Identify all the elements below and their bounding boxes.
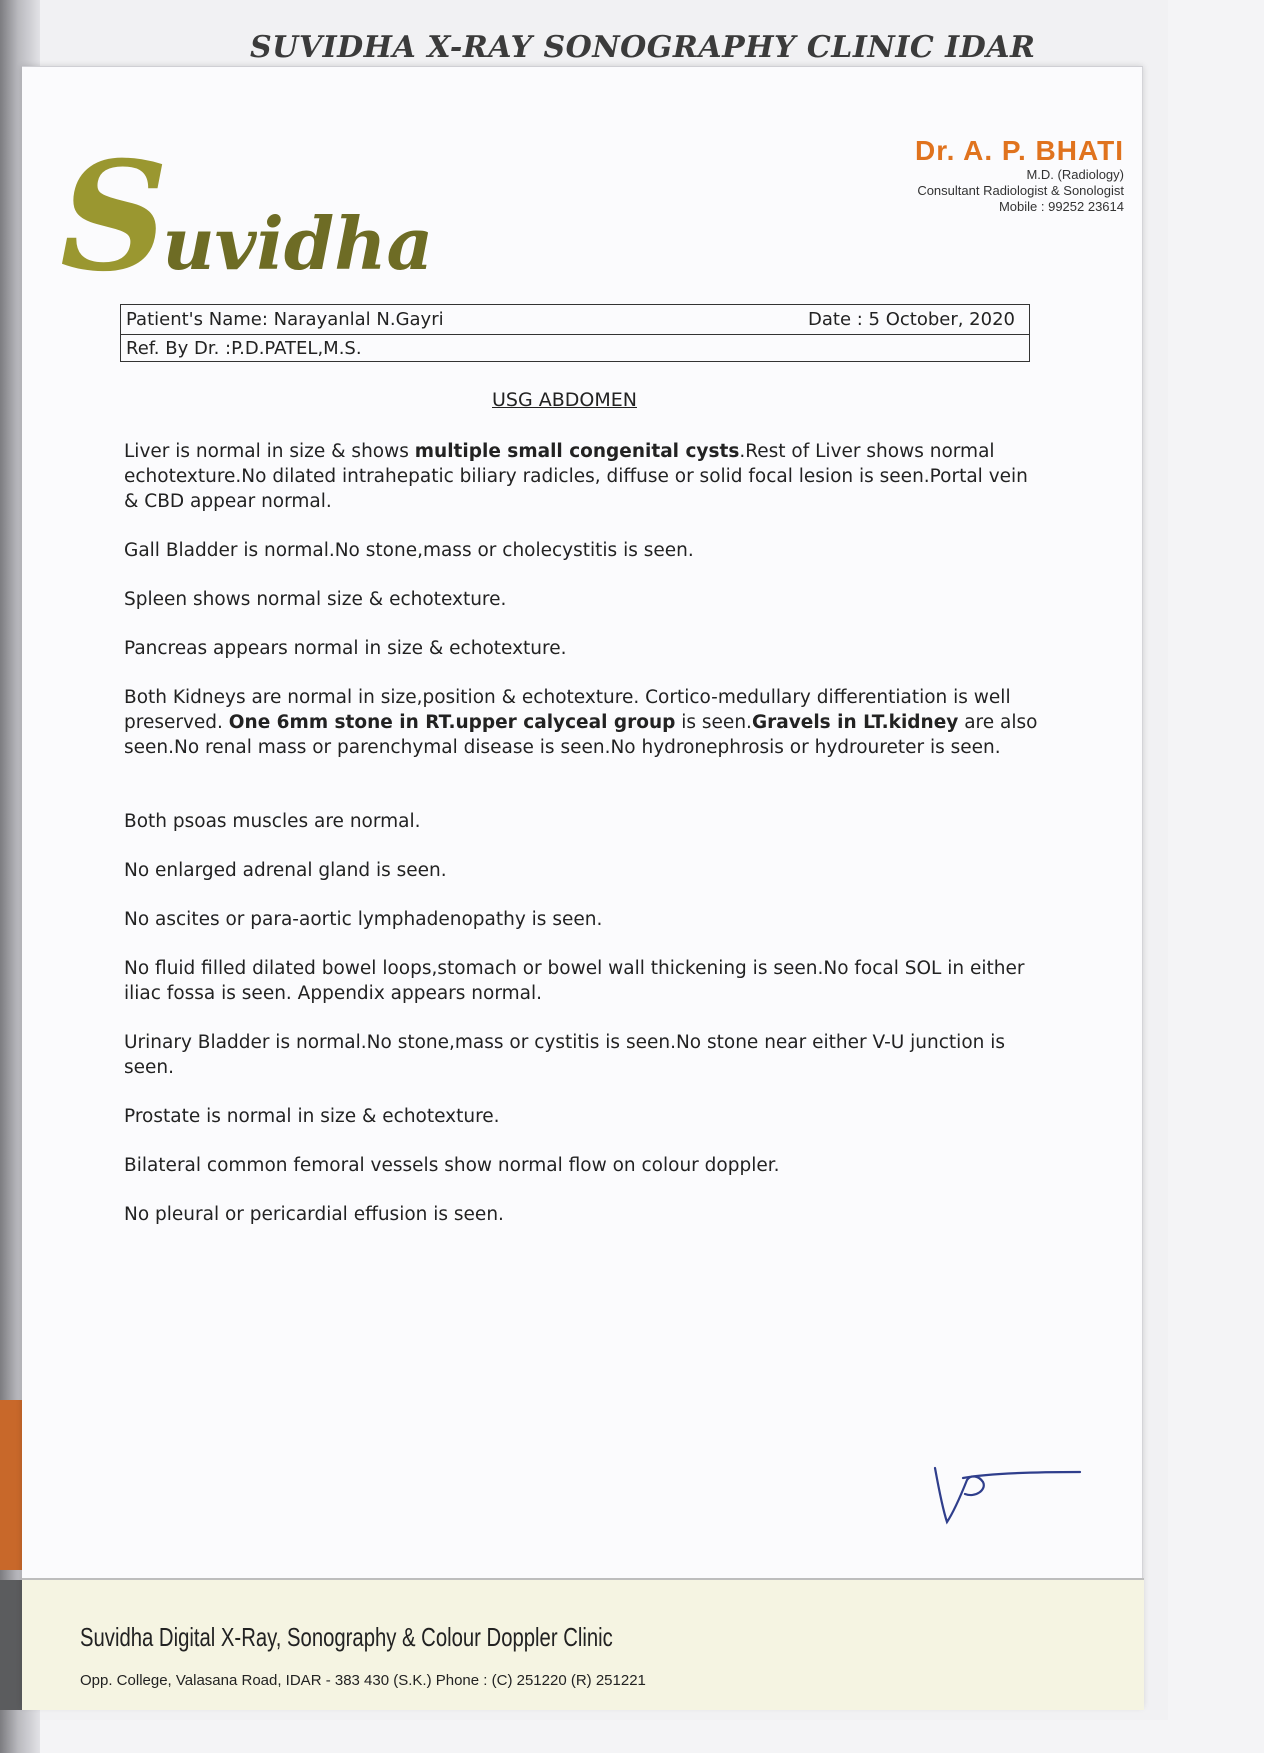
finding-spleen: Spleen shows normal size & echotexture.	[124, 589, 507, 610]
patient-details-table	[120, 304, 1030, 362]
finding-gall-bladder: Gall Bladder is normal.No stone,mass or cholecystitis is seen.	[124, 540, 694, 561]
finding-liver: Liver is normal in size & shows multiple small congenital cysts.Rest of Liver shows normal echotexture.No dilated intrahepatic biliary radicles, diffuse or solid focal lesion is seen.Portal vein & CBD appear normal.	[124, 441, 1028, 512]
report-title: USG ABDOMEN	[492, 389, 637, 411]
footer-address: Opp. College, Valasana Road, IDAR - 383 430 (S.K.) Phone : (C) 251220 (R) 251221	[80, 1672, 646, 1689]
logo-text: uvidha	[162, 201, 434, 286]
patient-name: Patient's Name: Narayanlal N.Gayri	[126, 309, 444, 330]
referring-doctor: Ref. By Dr. :P.D.PATEL,M.S.	[126, 338, 362, 359]
footer	[22, 1578, 1144, 1710]
finding-ascites: No ascites or para-aortic lymphadenopathy is seen.	[124, 909, 603, 930]
referral-row	[121, 334, 1029, 363]
doctor-mobile: Mobile : 99252 23614	[998, 199, 1124, 214]
suvidha-logo	[60, 129, 434, 305]
finding-femoral: Bilateral common femoral vessels show normal flow on colour doppler.	[124, 1155, 780, 1176]
doctor-title: Consultant Radiologist & Sonologist	[917, 183, 1124, 198]
finding-prostate: Prostate is normal in size & echotexture.	[124, 1106, 500, 1127]
doctor-degree: M.D. (Radiology)	[1026, 167, 1124, 182]
finding-pancreas: Pancreas appears normal in size & echotexture.	[124, 638, 567, 659]
finding-pleural: No pleural or pericardial effusion is seen.	[124, 1204, 504, 1225]
logo-initial: S	[60, 129, 169, 305]
finding-adrenal: No enlarged adrenal gland is seen.	[124, 860, 447, 881]
finding-psoas: Both psoas muscles are normal.	[124, 811, 421, 832]
patient-row	[121, 305, 1029, 335]
finding-urinary-bladder: Urinary Bladder is normal.No stone,mass or cystitis is seen.No stone near either V-U junction is seen.	[124, 1032, 1006, 1078]
finding-kidneys: Both Kidneys are normal in size,position & echotexture. Cortico-medullary differentiation is well preserved. One 6mm stone in RT.upper calyceal group is seen.Gravels in LT.kidney are also seen.No renal mass or parenchymal disease is seen.No hydronephrosis or hydroureter is seen.	[124, 687, 1038, 758]
letterhead-top-text: SUVIDHA X-RAY SONOGRAPHY CLINIC IDAR	[250, 30, 1036, 65]
footer-clinic-name: Suvidha Digital X-Ray, Sonography & Colour Doppler Clinic	[80, 1622, 613, 1652]
report-date: Date : 5 October, 2020	[808, 309, 1015, 330]
doctor-info	[915, 135, 1124, 215]
doctor-signature	[905, 1450, 1085, 1534]
finding-bowel: No fluid filled dilated bowel loops,stomach or bowel wall thickening is seen.No focal SOL in either iliac fossa is seen. Appendix appears normal.	[124, 958, 1025, 1004]
doctor-name: Dr. A. P. BHATI	[915, 135, 1124, 166]
